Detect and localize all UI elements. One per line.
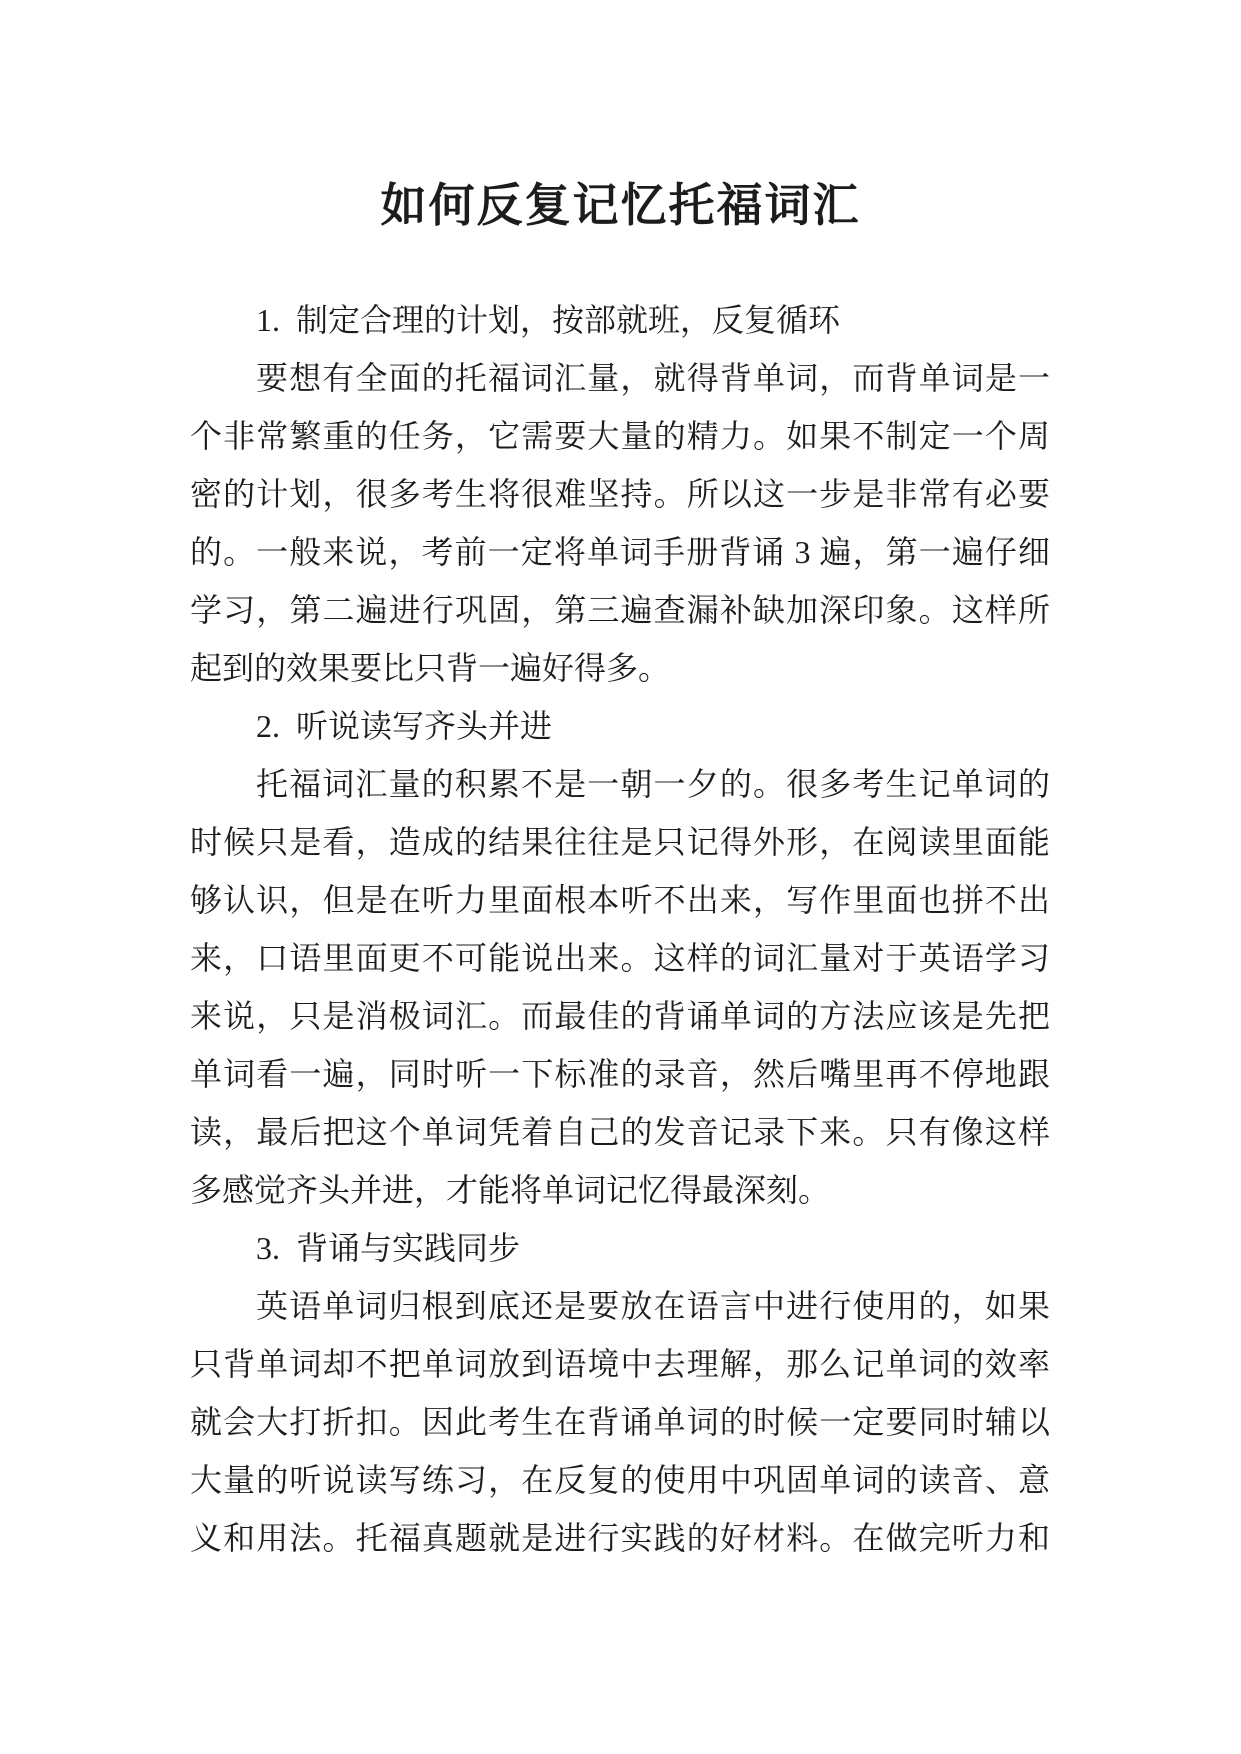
text-line: 的。一般来说，考前一定将单词手册背诵 3 遍，第一遍仔细: [190, 534, 1050, 570]
text-line: 只背单词却不把单词放到语境中去理解，那么记单词的效率: [190, 1346, 1050, 1382]
text-line: 读，最后把这个单词凭着自己的发音记录下来。只有像这样: [190, 1114, 1050, 1150]
text-line: 够认识，但是在听力里面根本听不出来，写作里面也拼不出: [190, 882, 1050, 918]
text-line: 英语单词归根到底还是要放在语言中进行使用的，如果: [256, 1288, 1050, 1324]
text-line: 学习，第二遍进行巩固，第三遍查漏补缺加深印象。这样所: [190, 592, 1050, 628]
text-line: 1. 制定合理的计划，按部就班，反复循环: [256, 302, 841, 338]
text-line: 起到的效果要比只背一遍好得多。: [190, 650, 671, 686]
text-line: 3. 背诵与实践同步: [256, 1230, 521, 1266]
text-line: 来，口语里面更不可能说出来。这样的词汇量对于英语学习: [190, 940, 1050, 976]
document-title: 如何反复记忆托福词汇: [380, 179, 861, 231]
text-line: 个非常繁重的任务，它需要大量的精力。如果不制定一个周: [190, 418, 1050, 454]
text-line: 要想有全面的托福词汇量，就得背单词，而背单词是一: [256, 360, 1050, 396]
text-line: 单词看一遍，同时听一下标准的录音，然后嘴里再不停地跟: [190, 1056, 1050, 1092]
text-line: 时候只是看，造成的结果往往是只记得外形，在阅读里面能: [190, 824, 1050, 860]
text-line: 义和用法。托福真题就是进行实践的好材料。在做完听力和: [190, 1520, 1050, 1556]
text-line: 2. 听说读写齐头并进: [256, 708, 553, 744]
text-line: 来说，只是消极词汇。而最佳的背诵单词的方法应该是先把: [190, 998, 1050, 1034]
text-line: 密的计划，很多考生将很难坚持。所以这一步是非常有必要: [190, 476, 1050, 512]
text-line: 大量的听说读写练习，在反复的使用中巩固单词的读音、意: [190, 1462, 1050, 1498]
document-body: [190, 291, 1050, 1567]
text-line: 托福词汇量的积累不是一朝一夕的。很多考生记单词的: [256, 766, 1050, 802]
text-line: 就会大打折扣。因此考生在背诵单词的时候一定要同时辅以: [190, 1404, 1050, 1440]
text-line: 多感觉齐头并进，才能将单词记忆得最深刻。: [190, 1172, 831, 1208]
